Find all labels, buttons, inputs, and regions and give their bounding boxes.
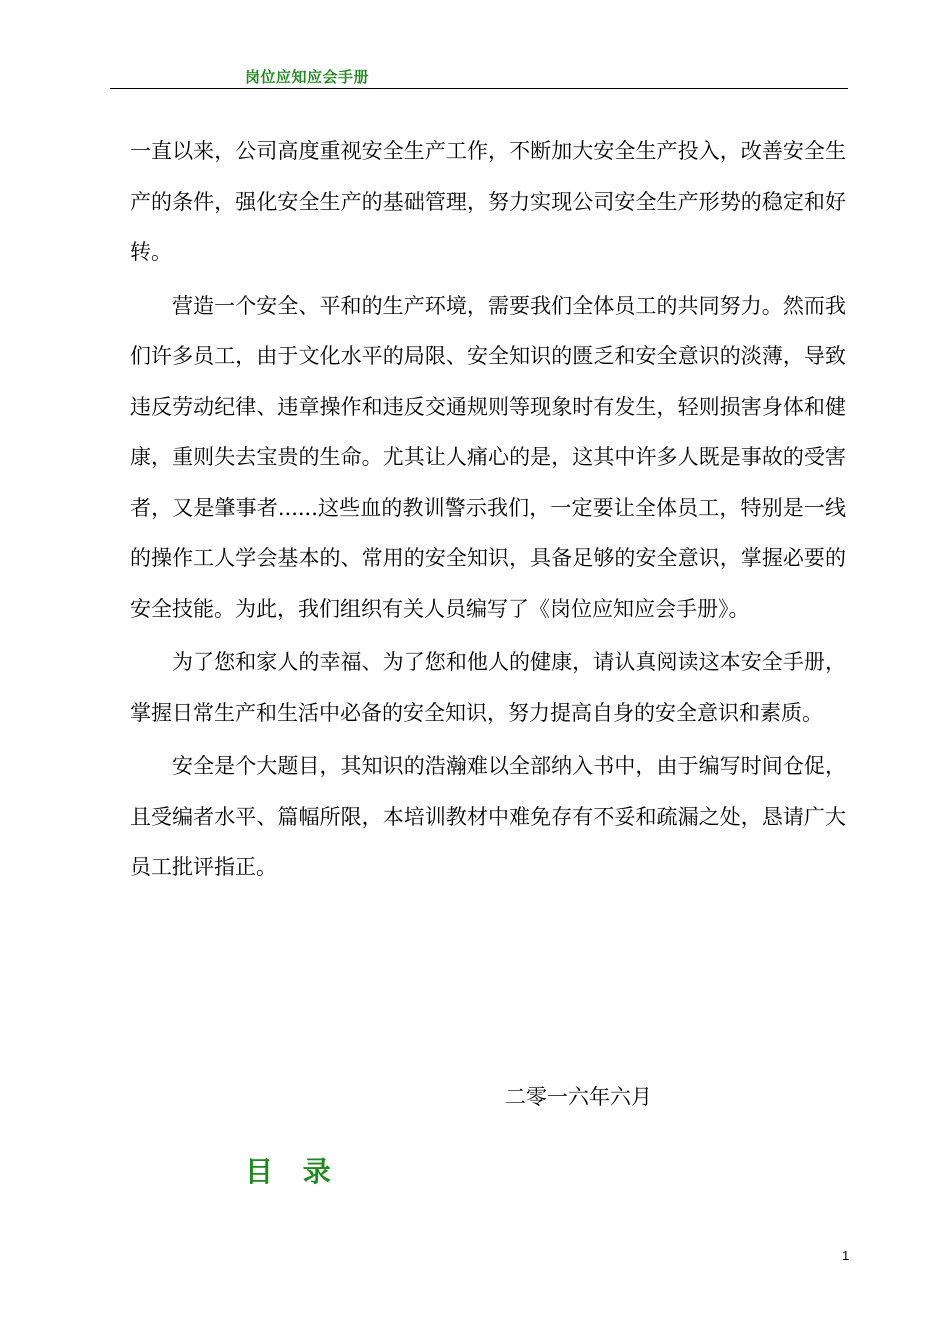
preface-body [130,126,846,896]
preface-paragraph-2: 营造一个安全、平和的生产环境，需要我们全体员工的共同努力。然而我们许多员工，由于文化水平的局限、安全知识的匮乏和安全意识的淡薄，导致违反劳动纪律、违章操作和违反交通规则等现象时有发生，轻则损害身体和健康，重则失去宝贵的生命。尤其让人痛心的是，这其中许多人既是事故的受害者，又是肇事者......这些血的教训警示我们，一定要让全体员工，特别是一线的操作工人学会基本的、常用的安全知识，具备足够的安全意识，掌握必要的安全技能。为此，我们组织有关人员编写了《岗位应知应会手册》。 [130,293,846,621]
preface-paragraph-1: 一直以来，公司高度重视安全生产工作，不断加大安全生产投入，改善安全生产的条件，强化安全生产的基础管理，努力实现公司安全生产形势的稳定和好转。 [130,139,846,264]
running-header-title: 岗位应知应会手册 [245,68,370,86]
table-of-contents-heading: 目 录 [245,1155,341,1188]
preface-paragraph-3: 为了您和家人的幸福、为了您和他人的健康，请认真阅读这本安全手册，掌握日常生产和生活中必备的安全知识，努力提高自身的安全意识和素质。 [130,650,846,725]
page-number: 1 [842,1248,850,1263]
header-divider [110,88,848,89]
preface-paragraph-4: 安全是个大题目，其知识的浩瀚难以全部纳入书中，由于编写时间仓促，且受编者水平、篇幅所限，本培训教材中难免存有不妥和疏漏之处，恳请广大员工批评指正。 [130,754,846,879]
preface-date: 二零一六年六月 [505,1085,652,1109]
